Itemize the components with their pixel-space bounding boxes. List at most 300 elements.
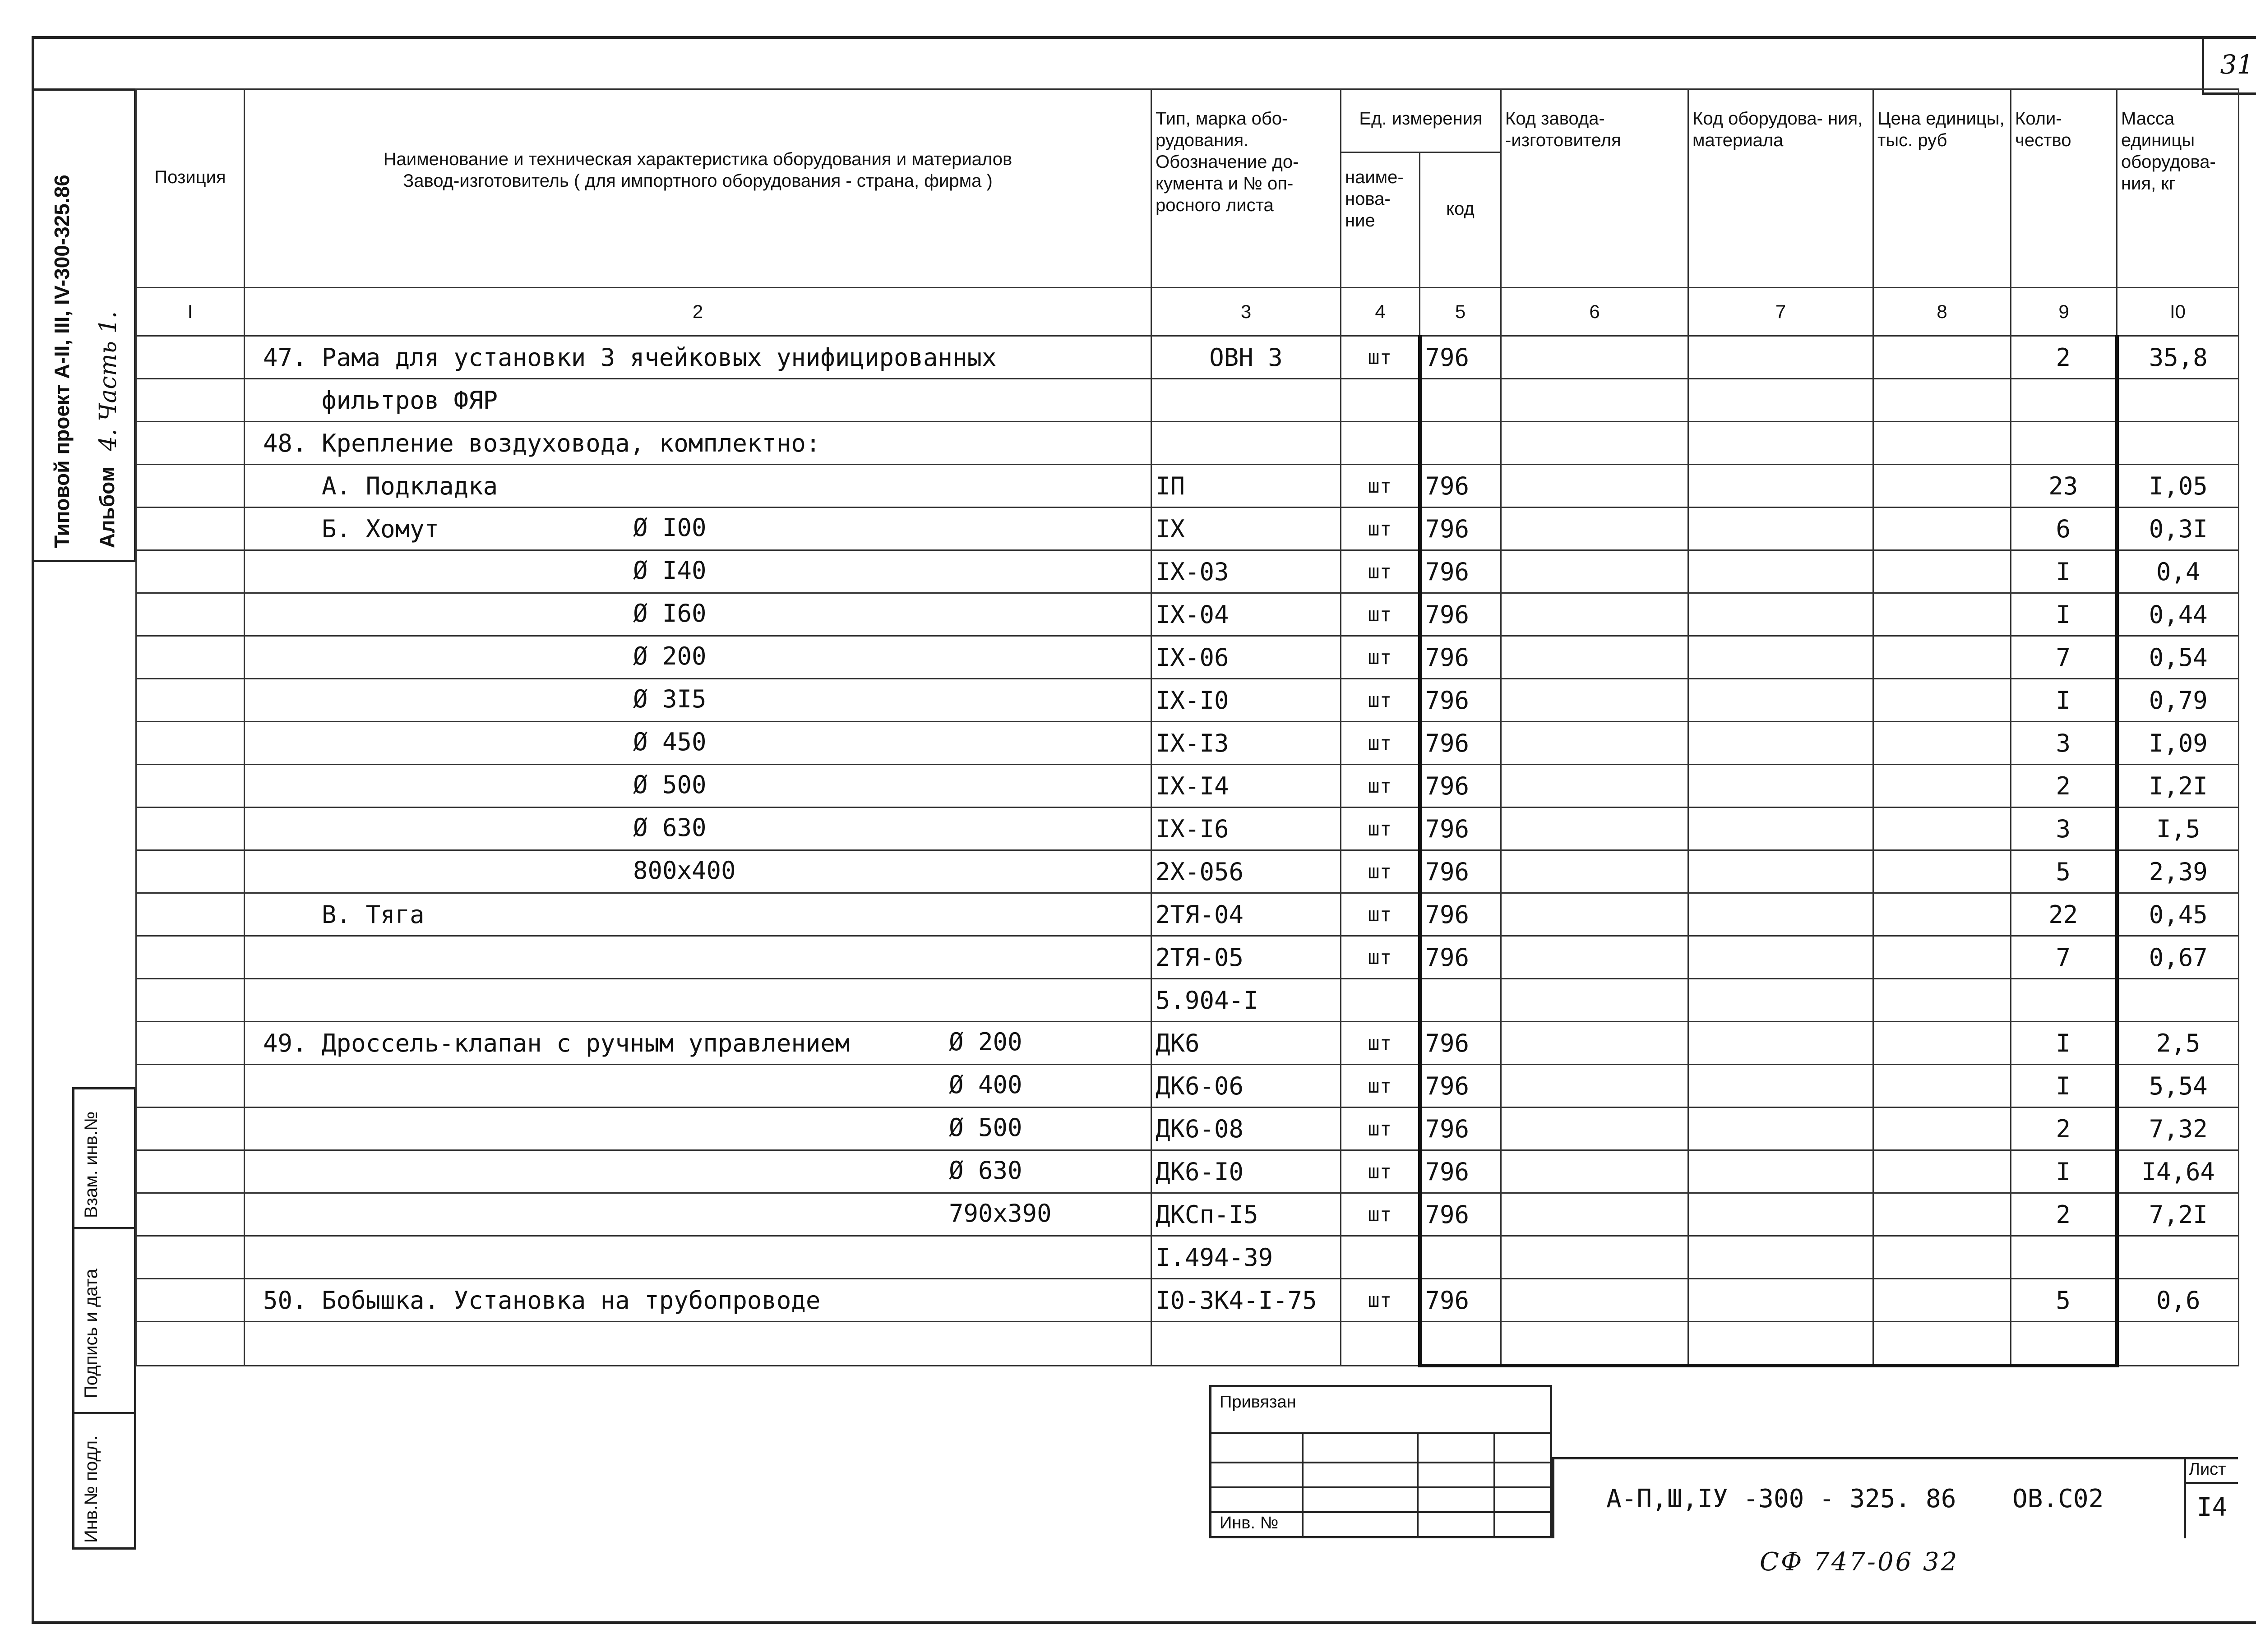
item-dimension: Ø 200 <box>633 642 707 670</box>
sheet-box <box>2184 1457 2238 1538</box>
cell-price <box>1873 636 2011 679</box>
cell-price <box>1873 1065 2011 1107</box>
cell-price <box>1873 850 2011 893</box>
cell-equipment-code <box>1688 936 1873 979</box>
cell-name <box>245 679 1151 722</box>
item-dimension: Ø I00 <box>633 513 707 542</box>
cell-maker-code <box>1501 722 1688 765</box>
cell-maker-code <box>1501 1236 1688 1279</box>
cell-mass <box>2117 1236 2239 1279</box>
cell-unit: шт <box>1341 336 1420 379</box>
item-dimension: Ø I60 <box>633 599 707 628</box>
document-mark: ОВ.С02 <box>2012 1484 2104 1514</box>
cell-quantity: 3 <box>2011 722 2117 765</box>
cell-maker-code <box>1501 850 1688 893</box>
header-unit-name: наиме- нова- ние <box>1341 152 1420 288</box>
table-row <box>136 679 2239 722</box>
cell-quantity <box>2011 979 2117 1022</box>
sheet-number: I4 <box>2196 1493 2228 1522</box>
cell-maker-code <box>1501 1279 1688 1322</box>
table-row <box>136 422 2239 465</box>
item-dimension: Ø 450 <box>633 728 707 756</box>
cell-unit-code: 796 <box>1420 636 1501 679</box>
cell-quantity: I <box>2011 1065 2117 1107</box>
table-row <box>136 379 2239 422</box>
cell-type: IX <box>1151 508 1341 550</box>
cell-unit <box>1341 979 1420 1022</box>
cell-equipment-code <box>1688 379 1873 422</box>
cell-unit <box>1341 1322 1420 1366</box>
cell-price <box>1873 765 2011 808</box>
cell-quantity: I <box>2011 1150 2117 1193</box>
cell-name <box>245 1150 1151 1193</box>
header-unit-group: Ед. измерения <box>1341 89 1501 152</box>
header-type: Тип, марка обо- рудования. Обозначение до- кумента и № оп- росного листа <box>1151 89 1341 288</box>
item-dimension: Ø 3I5 <box>633 685 707 713</box>
col-number: 4 <box>1341 288 1420 336</box>
cell-equipment-code <box>1688 550 1873 593</box>
cell-maker-code <box>1501 979 1688 1022</box>
cell-unit-code <box>1420 1236 1501 1279</box>
cell-name <box>245 336 1151 379</box>
cell-unit <box>1341 422 1420 465</box>
cell-type: ДК6-I0 <box>1151 1150 1341 1193</box>
cell-mass: 35,8 <box>2117 336 2239 379</box>
cell-unit-code: 796 <box>1420 765 1501 808</box>
cell-quantity <box>2011 379 2117 422</box>
cell-unit-code: 796 <box>1420 1193 1501 1236</box>
cell-unit: шт <box>1341 1193 1420 1236</box>
table-row <box>136 936 2239 979</box>
cell-type: IX-04 <box>1151 593 1341 636</box>
cell-position <box>136 979 245 1022</box>
item-dimension: Ø 400 <box>949 1071 1022 1099</box>
cell-mass: 2,39 <box>2117 850 2239 893</box>
cell-type: IX-I3 <box>1151 722 1341 765</box>
cell-equipment-code <box>1688 508 1873 550</box>
cell-maker-code <box>1501 1022 1688 1065</box>
cell-position <box>136 722 245 765</box>
cell-unit-code: 796 <box>1420 1107 1501 1150</box>
binding-box <box>1209 1385 1552 1538</box>
cell-type: ОВН 3 <box>1151 336 1341 379</box>
cell-price <box>1873 979 2011 1022</box>
cell-equipment-code <box>1688 679 1873 722</box>
col-number: 8 <box>1873 288 2011 336</box>
cell-unit: шт <box>1341 465 1420 508</box>
cell-unit-code: 796 <box>1420 1022 1501 1065</box>
header-quantity: Коли- чество <box>2011 89 2117 288</box>
cell-position <box>136 465 245 508</box>
cell-quantity: 5 <box>2011 1279 2117 1322</box>
cell-unit: шт <box>1341 508 1420 550</box>
cell-position <box>136 1022 245 1065</box>
cell-price <box>1873 1107 2011 1150</box>
header-name <box>245 89 1151 288</box>
cell-unit-code: 796 <box>1420 850 1501 893</box>
cell-unit-code: 796 <box>1420 722 1501 765</box>
cell-maker-code <box>1501 636 1688 679</box>
binding-vline <box>1302 1432 1304 1536</box>
cell-equipment-code <box>1688 893 1873 936</box>
cell-unit: шт <box>1341 679 1420 722</box>
cell-name <box>245 422 1151 465</box>
cell-unit-code: 796 <box>1420 1279 1501 1322</box>
cell-name <box>245 1193 1151 1236</box>
cell-unit-code: 796 <box>1420 1065 1501 1107</box>
cell-unit-code: 796 <box>1420 893 1501 936</box>
cell-name <box>245 722 1151 765</box>
privyazan-label: Привязан <box>1220 1393 1296 1412</box>
item-name: 50. Бобышка. Установка на трубопроводе <box>263 1286 821 1315</box>
cell-maker-code <box>1501 336 1688 379</box>
table-row <box>136 550 2239 593</box>
cell-type: IX-I0 <box>1151 679 1341 722</box>
cell-type: ДК6 <box>1151 1022 1341 1065</box>
cell-mass: 0,4 <box>2117 550 2239 593</box>
cell-mass: I,09 <box>2117 722 2239 765</box>
cell-maker-code <box>1501 550 1688 593</box>
cell-name <box>245 1107 1151 1150</box>
table-row <box>136 636 2239 679</box>
item-name: 48. Крепление воздуховода, комплектно: <box>263 429 821 457</box>
header-unit-code: код <box>1420 152 1501 288</box>
item-dimension: 800x400 <box>633 856 736 885</box>
corner-page-number: 31 <box>2202 36 2256 95</box>
cell-name <box>245 1236 1151 1279</box>
cell-mass: 0,67 <box>2117 936 2239 979</box>
cell-price <box>1873 422 2011 465</box>
archive-stamp: СФ 747-06 32 <box>1760 1547 1959 1577</box>
cell-type: IП <box>1151 465 1341 508</box>
cell-quantity <box>2011 1322 2117 1366</box>
cell-equipment-code <box>1688 1022 1873 1065</box>
cell-position <box>136 1193 245 1236</box>
cell-unit: шт <box>1341 1150 1420 1193</box>
cell-name <box>245 550 1151 593</box>
cell-position <box>136 636 245 679</box>
table-row <box>136 765 2239 808</box>
item-name: Б. Хомут <box>263 514 439 543</box>
cell-unit-code: 796 <box>1420 508 1501 550</box>
cell-quantity: 5 <box>2011 850 2117 893</box>
item-dimension: Ø 630 <box>949 1156 1022 1185</box>
cell-price <box>1873 465 2011 508</box>
cell-type: ДКСп-I5 <box>1151 1193 1341 1236</box>
cell-position <box>136 1065 245 1107</box>
col-number: 2 <box>245 288 1151 336</box>
item-name: В. Тяга <box>263 900 425 929</box>
cell-name <box>245 1022 1151 1065</box>
cell-type: 2ТЯ-05 <box>1151 936 1341 979</box>
cell-price <box>1873 379 2011 422</box>
cell-unit: шт <box>1341 893 1420 936</box>
cell-mass: I,05 <box>2117 465 2239 508</box>
cell-maker-code <box>1501 808 1688 850</box>
cell-unit <box>1341 1236 1420 1279</box>
item-name: А. Подкладка <box>263 471 498 500</box>
cell-type: 2ТЯ-04 <box>1151 893 1341 936</box>
cell-unit: шт <box>1341 808 1420 850</box>
cell-type: IX-I6 <box>1151 808 1341 850</box>
cell-position <box>136 422 245 465</box>
table-row <box>136 1022 2239 1065</box>
cell-price <box>1873 1150 2011 1193</box>
cell-type <box>1151 379 1341 422</box>
cell-price <box>1873 508 2011 550</box>
binding-vline <box>1493 1432 1495 1536</box>
cell-name <box>245 850 1151 893</box>
cell-quantity: 6 <box>2011 508 2117 550</box>
cell-maker-code <box>1501 593 1688 636</box>
cell-maker-code <box>1501 679 1688 722</box>
col-number: I <box>136 288 245 336</box>
cell-mass: 0,3I <box>2117 508 2239 550</box>
binding-line <box>1211 1432 1550 1434</box>
col-number: 5 <box>1420 288 1501 336</box>
cell-price <box>1873 1279 2011 1322</box>
cell-mass <box>2117 379 2239 422</box>
table-row <box>136 465 2239 508</box>
cell-name <box>245 893 1151 936</box>
cell-quantity: 2 <box>2011 765 2117 808</box>
cell-position <box>136 593 245 636</box>
cell-price <box>1873 1322 2011 1366</box>
side-stamp-divider-1 <box>72 1227 136 1229</box>
cell-quantity: I <box>2011 550 2117 593</box>
cell-position <box>136 850 245 893</box>
cell-maker-code <box>1501 508 1688 550</box>
header-mass: Масса единицы оборудова- ния, кг <box>2117 89 2239 288</box>
cell-equipment-code <box>1688 722 1873 765</box>
cell-name <box>245 979 1151 1022</box>
cell-equipment-code <box>1688 765 1873 808</box>
cell-type: I0-3К4-I-75 <box>1151 1279 1341 1322</box>
cell-position <box>136 1322 245 1366</box>
sheet-label: Лист <box>2186 1457 2238 1484</box>
cell-maker-code <box>1501 893 1688 936</box>
cell-type: IX-06 <box>1151 636 1341 679</box>
cell-price <box>1873 1022 2011 1065</box>
header-price: Цена единицы, тыс. руб <box>1873 89 2011 288</box>
col-number: 7 <box>1688 288 1873 336</box>
table-row <box>136 1322 2239 1366</box>
sign-date-label: Подпись и дата <box>81 1269 101 1398</box>
table-row <box>136 1150 2239 1193</box>
cell-unit-code <box>1420 979 1501 1022</box>
cell-unit-code: 796 <box>1420 550 1501 593</box>
cell-quantity: 2 <box>2011 336 2117 379</box>
cell-unit: шт <box>1341 1107 1420 1150</box>
album-handwritten: 4. Часть 1. <box>95 311 122 451</box>
cell-equipment-code <box>1688 979 1873 1022</box>
cell-mass: 2,5 <box>2117 1022 2239 1065</box>
cell-unit-code: 796 <box>1420 936 1501 979</box>
cell-type: ДК6-06 <box>1151 1065 1341 1107</box>
project-label: Типовой проект А-II, III, IV-300-325.86 <box>50 175 74 548</box>
cell-quantity <box>2011 422 2117 465</box>
cell-price <box>1873 1236 2011 1279</box>
cell-unit: шт <box>1341 1279 1420 1322</box>
cell-type: I.494-39 <box>1151 1236 1341 1279</box>
table-row <box>136 1193 2239 1236</box>
cell-unit: шт <box>1341 550 1420 593</box>
cell-unit <box>1341 379 1420 422</box>
cell-mass: 0,79 <box>2117 679 2239 722</box>
cell-price <box>1873 593 2011 636</box>
cell-unit: шт <box>1341 636 1420 679</box>
cell-position <box>136 808 245 850</box>
cell-unit-code: 796 <box>1420 808 1501 850</box>
table-row <box>136 1107 2239 1150</box>
col-number: 9 <box>2011 288 2117 336</box>
binding-line <box>1211 1511 1550 1513</box>
cell-quantity: 7 <box>2011 936 2117 979</box>
cell-equipment-code <box>1688 808 1873 850</box>
cell-type: IX-I4 <box>1151 765 1341 808</box>
cell-equipment-code <box>1688 850 1873 893</box>
cell-quantity: I <box>2011 679 2117 722</box>
cell-quantity: 2 <box>2011 1193 2117 1236</box>
cell-price <box>1873 893 2011 936</box>
cell-position <box>136 336 245 379</box>
cell-name <box>245 936 1151 979</box>
header-name-line1: Наименование и техническая характеристика оборудования и материалов <box>383 149 1012 169</box>
cell-equipment-code <box>1688 1193 1873 1236</box>
cell-price <box>1873 1193 2011 1236</box>
document-code: А-П,Ш,IУ -300 - 325. 86 <box>1606 1484 1956 1514</box>
item-dimension: Ø 500 <box>949 1113 1022 1142</box>
cell-unit: шт <box>1341 765 1420 808</box>
cell-name <box>245 1279 1151 1322</box>
cell-type: 5.904-I <box>1151 979 1341 1022</box>
cell-mass: 5,54 <box>2117 1065 2239 1107</box>
table-row <box>136 808 2239 850</box>
cell-quantity: 23 <box>2011 465 2117 508</box>
cell-maker-code <box>1501 1193 1688 1236</box>
table-row <box>136 1065 2239 1107</box>
header-equipment-code: Код оборудова- ния, материала <box>1688 89 1873 288</box>
cell-name <box>245 1322 1151 1366</box>
cell-unit-code: 796 <box>1420 1150 1501 1193</box>
header-position: Позиция <box>136 89 245 288</box>
inv-no-label: Инв. № <box>1220 1514 1279 1532</box>
cell-equipment-code <box>1688 1322 1873 1366</box>
cell-equipment-code <box>1688 1279 1873 1322</box>
item-name: 49. Дроссель-клапан с ручным управлением <box>263 1029 850 1057</box>
cell-name <box>245 636 1151 679</box>
album-label: Альбом <box>95 466 119 548</box>
table-row <box>136 593 2239 636</box>
cell-unit: шт <box>1341 936 1420 979</box>
cell-unit-code: 796 <box>1420 679 1501 722</box>
cell-price <box>1873 722 2011 765</box>
column-number-row <box>136 288 2239 336</box>
table-row <box>136 722 2239 765</box>
cell-position <box>136 679 245 722</box>
table-row <box>136 893 2239 936</box>
cell-equipment-code <box>1688 1150 1873 1193</box>
cell-position <box>136 765 245 808</box>
cell-unit-code: 796 <box>1420 593 1501 636</box>
cell-quantity: 3 <box>2011 808 2117 850</box>
cell-mass <box>2117 422 2239 465</box>
cell-position <box>136 1279 245 1322</box>
col-number: 3 <box>1151 288 1341 336</box>
cell-name <box>245 508 1151 550</box>
cell-mass: 0,54 <box>2117 636 2239 679</box>
cell-position <box>136 550 245 593</box>
cell-mass: I,2I <box>2117 765 2239 808</box>
table-row <box>136 508 2239 550</box>
cell-unit: шт <box>1341 1022 1420 1065</box>
cell-quantity: 22 <box>2011 893 2117 936</box>
cell-price <box>1873 679 2011 722</box>
cell-price <box>1873 808 2011 850</box>
header-name-line2: Завод-изготовитель ( для импортного оборудования - страна, фирма ) <box>403 171 993 191</box>
cell-maker-code <box>1501 1150 1688 1193</box>
cell-unit: шт <box>1341 593 1420 636</box>
item-dimension: Ø 630 <box>633 813 707 842</box>
cell-mass: 0,44 <box>2117 593 2239 636</box>
cell-quantity: 7 <box>2011 636 2117 679</box>
table-row <box>136 1279 2239 1322</box>
cell-mass <box>2117 1322 2239 1366</box>
cell-equipment-code <box>1688 1107 1873 1150</box>
cell-name <box>245 465 1151 508</box>
cell-name <box>245 379 1151 422</box>
cell-position <box>136 508 245 550</box>
cell-equipment-code <box>1688 1065 1873 1107</box>
cell-mass: 0,6 <box>2117 1279 2239 1322</box>
col-number: I0 <box>2117 288 2239 336</box>
cell-type: 2X-056 <box>1151 850 1341 893</box>
cell-name <box>245 593 1151 636</box>
cell-unit-code: 796 <box>1420 336 1501 379</box>
cell-type: IX-03 <box>1151 550 1341 593</box>
cell-equipment-code <box>1688 336 1873 379</box>
cell-position <box>136 1236 245 1279</box>
cell-type <box>1151 1322 1341 1366</box>
cell-mass: I4,64 <box>2117 1150 2239 1193</box>
cell-type <box>1151 422 1341 465</box>
cell-unit-code <box>1420 422 1501 465</box>
cell-price <box>1873 336 2011 379</box>
cell-type: ДК6-08 <box>1151 1107 1341 1150</box>
cell-name <box>245 808 1151 850</box>
cell-maker-code <box>1501 936 1688 979</box>
item-name: фильтров ФЯР <box>263 386 498 415</box>
cell-mass: 0,45 <box>2117 893 2239 936</box>
item-dimension: Ø 200 <box>949 1028 1022 1056</box>
binding-line <box>1211 1486 1550 1488</box>
cell-unit-code: 796 <box>1420 465 1501 508</box>
cell-position <box>136 893 245 936</box>
table-row <box>136 1236 2239 1279</box>
cell-maker-code <box>1501 765 1688 808</box>
cell-quantity: I <box>2011 1022 2117 1065</box>
side-stamp-divider-2 <box>72 1412 136 1414</box>
cell-equipment-code <box>1688 1236 1873 1279</box>
cell-mass: I,5 <box>2117 808 2239 850</box>
binding-vline <box>1417 1432 1419 1536</box>
binding-line <box>1211 1462 1550 1463</box>
header-maker-code: Код завода- -изготовителя <box>1501 89 1688 288</box>
cell-equipment-code <box>1688 593 1873 636</box>
inv-vzam-label: Взам. инв.№ <box>81 1111 101 1218</box>
cell-name <box>245 1065 1151 1107</box>
inv-podl-label: Инв.№ подл. <box>81 1435 101 1543</box>
